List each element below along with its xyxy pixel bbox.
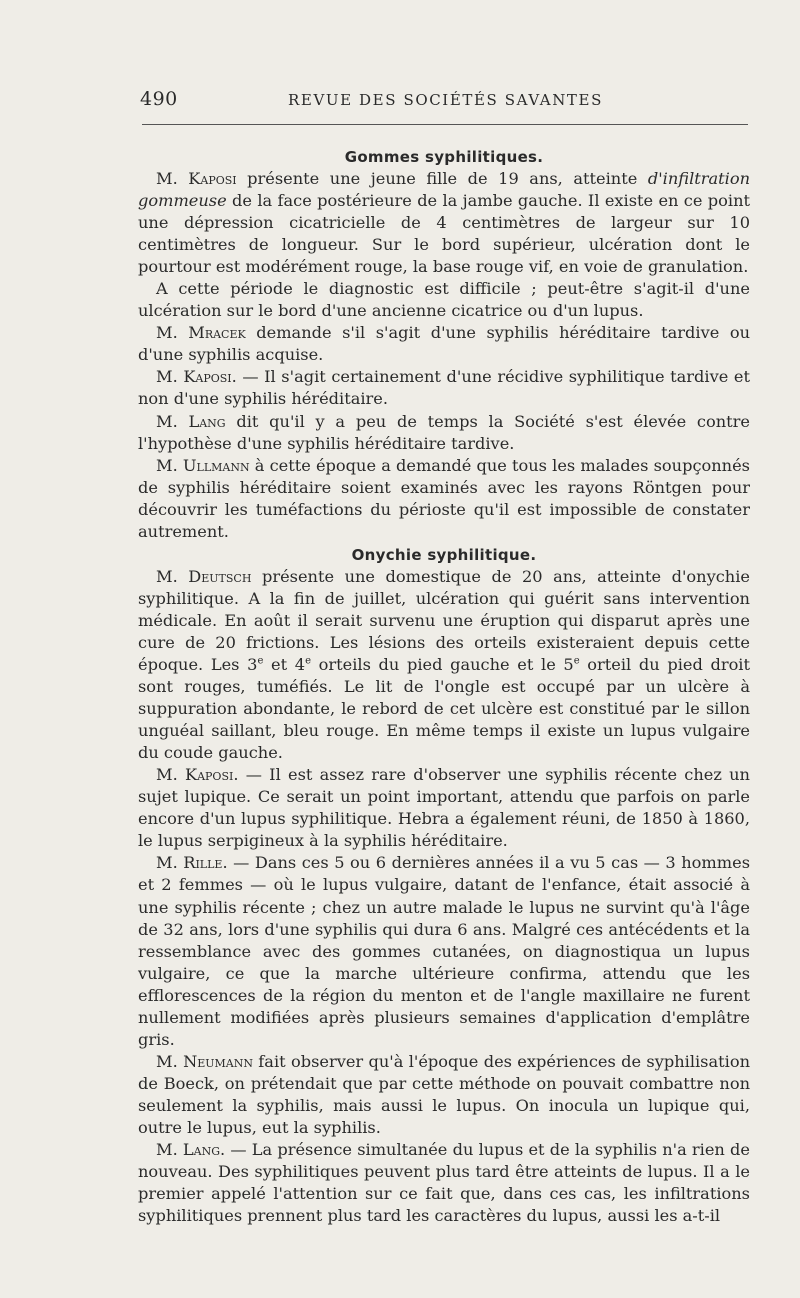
paragraph: M. Ullmann à cette époque a demandé que tous les malades soupçonnés de syphilis héréditaire soient examinés avec les rayons Röntgen pour découvrir les tuméfactions du périoste qu'il est impossible de constater autrement. bbox=[138, 455, 750, 541]
speaker-name: Kaposi bbox=[188, 169, 237, 188]
section-gommes bbox=[138, 146, 750, 543]
paragraph: M. Mracek demande s'il s'agit d'une syphilis héréditaire tardive ou d'une syphilis acquise. bbox=[138, 323, 750, 365]
paragraph: M. Kaposi présente une jeune fille de 19 ans, atteinte d'infiltration gommeuse de la face postérieure de la jambe gauche. Il existe en ce point une dépression cicatricielle de 4 centimètres de largeur sur 10 centimètres de longueur. Sur le bord supérieur, ulcération dont le pourtour est modérément rouge, la base rouge vif, en voie de granulation. bbox=[138, 169, 750, 277]
page-number: 490 bbox=[140, 88, 178, 110]
section-title: Gommes syphilitiques. bbox=[344, 148, 544, 166]
page-header bbox=[140, 88, 748, 114]
speaker-name: Lang bbox=[188, 411, 226, 431]
speaker-name: Deutsch bbox=[188, 566, 252, 586]
paragraph: M. Kaposi. — Il est assez rare d'observer une syphilis récente chez un sujet lupique. Ce serait un point important, attendu que parfois on parle encore d'un lupus syphilitique. Hebra a également réuni, de 1850 à 1860, le lupus serpigineux à la syphilis héréditaire. bbox=[138, 765, 750, 851]
speaker-name: Lang. bbox=[182, 1140, 226, 1160]
speaker-name: Neumann bbox=[183, 1051, 253, 1071]
running-head: REVUE DES SOCIÉTÉS SAVANTES bbox=[288, 91, 603, 109]
speaker-name: Ullmann bbox=[182, 455, 250, 475]
speaker-name: Kaposi. bbox=[183, 367, 237, 387]
italic-term: d'infiltration gommeuse bbox=[138, 169, 750, 211]
section-title: Onychie syphilitique. bbox=[351, 545, 537, 564]
paragraph: M. Kaposi. — Il s'agit certainement d'une récidive syphilitique tardive et non d'une syphilis héréditaire. bbox=[138, 367, 750, 409]
paragraph: A cette période le diagnostic est difficile ; peut-être s'agit-il d'une ulcération sur le bord d'une ancienne cicatrice ou d'un lupus. bbox=[138, 279, 750, 321]
paragraph: M. Lang. — La présence simultanée du lupus et de la syphilis n'a rien de nouveau. Des syphilitiques peuvent plus tard être atteints de lupus. Il a le premier appelé l'attention sur ce fait que, dans ces cas, les infiltrations syphilitiques prennent plus tard les caractères du lupus, aussi les a-t-il bbox=[138, 1140, 750, 1226]
speaker-name: Kaposi. bbox=[184, 765, 239, 785]
paragraph: M. Lang dit qu'il y a peu de temps la Société s'est élevée contre l'hypothèse d'une syphilis héréditaire tardive. bbox=[138, 411, 750, 453]
paragraph: M. Deutsch présente une domestique de 20 ans, atteinte d'onychie syphilitique. A la fin de juillet, ulcération qui guérit sans intervention médicale. En août il serait survenu une éruption qui disparut après une cure de 20 frictions. Les lésions des orteils existeraient depuis cette époque. Les 3e et 4e orteils du pied gauche et le 5e orteil du pied droit sont rouges, tuméfiés. Le lit de l'ongle est occupé par un ulcère à suppuration abondante, le rebord de cet ulcère est constitué par le sillon unguéal saillant, bleu rouge. En même temps il existe un lupus vulgaire du coude gauche. bbox=[138, 566, 750, 763]
section-onychie bbox=[138, 544, 750, 1227]
body-text bbox=[138, 146, 750, 1227]
speaker-name: Rille. bbox=[183, 853, 228, 873]
speaker-name: Mracek bbox=[188, 323, 246, 343]
header-rule bbox=[142, 124, 748, 125]
paragraph: M. Neumann fait observer qu'à l'époque des expériences de syphilisation de Boeck, on prétendait que par cette méthode on pouvait combattre non seulement la syphilis, mais aussi le lupus. On inocula un lupique qui, outre le lupus, eut la syphilis. bbox=[138, 1051, 750, 1137]
paragraph: M. Rille. — Dans ces 5 ou 6 dernières années il a vu 5 cas — 3 hommes et 2 femmes — où le lupus vulgaire, datant de l'enfance, était associé à une syphilis récente ; chez un autre malade le lupus ne survint qu'à l'âge de 32 ans, lors d'une syphilis qui dura 6 ans. Malgré ces antécédents et la ressemblance avec des gommes cutanées, on diagnostiqua un lupus vulgaire, ce que la marche ultérieure confirma, attendu que les efflorescences de la région du menton et de l'angle maxillaire ne furent nullement modifiées après plusieurs semaines d'application d'emplâtre gris. bbox=[138, 853, 750, 1049]
